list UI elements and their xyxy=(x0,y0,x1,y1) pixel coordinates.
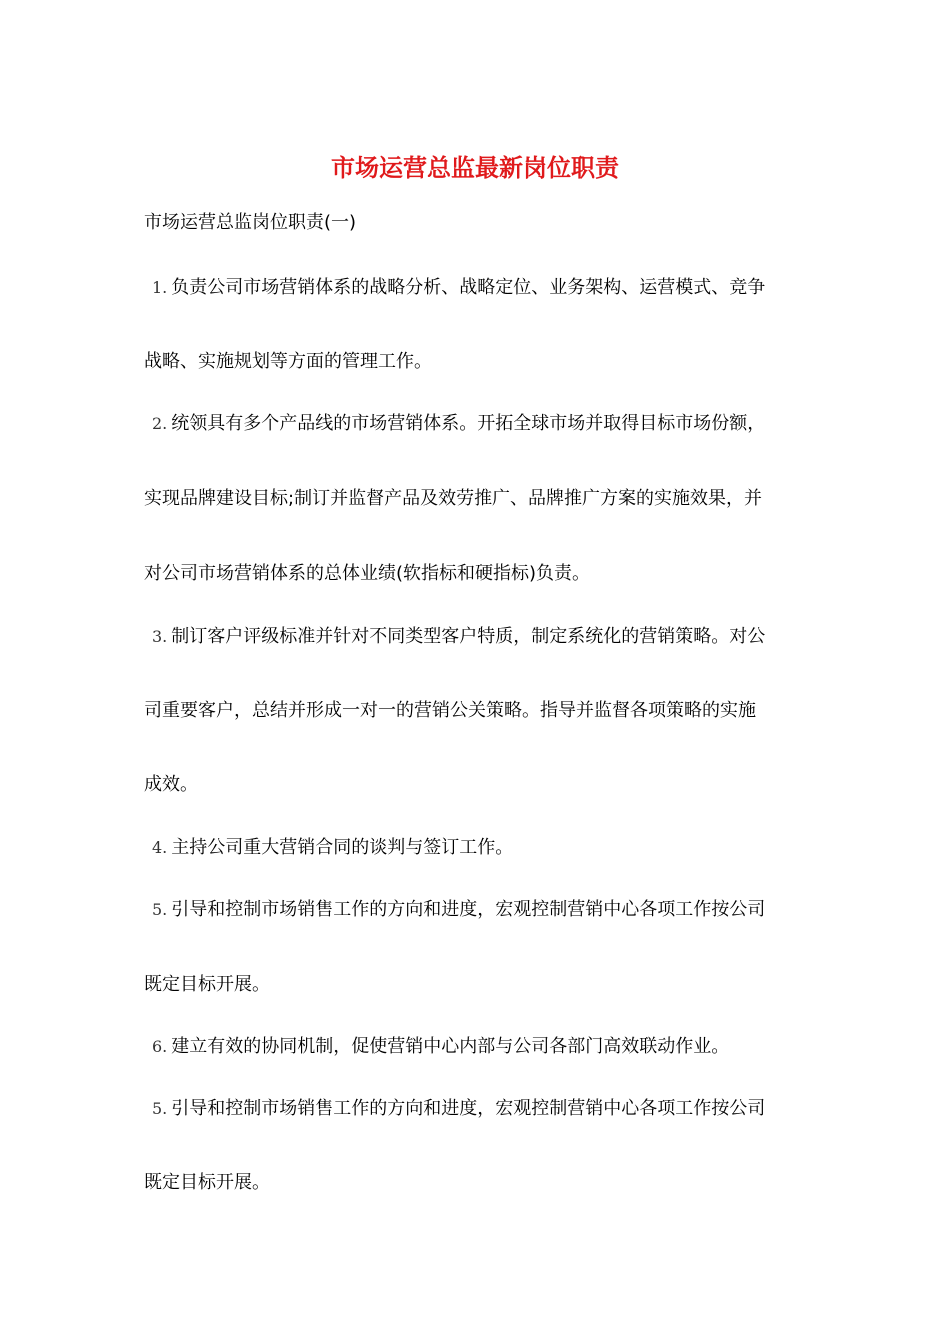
line-text: 既定目标开展。 xyxy=(144,974,270,995)
line-text: 建立有效的协同机制，促使营销中心内部与公司各部门高效联动作业。 xyxy=(171,1036,730,1057)
paragraph-line xyxy=(144,486,809,512)
paragraph-line xyxy=(144,835,817,861)
paragraph-line xyxy=(144,698,809,724)
paragraph-line xyxy=(144,349,809,375)
line-text: 引导和控制市场销售工作的方向和进度，宏观控制营销中心各项工作按公司 xyxy=(171,1098,766,1119)
paragraph-line xyxy=(144,411,817,437)
line-text: 制订客户评级标准并针对不同类型客户特质，制定系统化的营销策略。对公 xyxy=(171,626,766,647)
line-text: 负责公司市场营销体系的战略分析、战略定位、业务架构、运营模式、竞争 xyxy=(171,277,766,298)
item-number: 1. xyxy=(152,278,168,297)
line-text: 司重要客户，总结并形成一对一的营销公关策略。指导并监督各项策略的实施 xyxy=(144,700,756,721)
item-number: 2. xyxy=(152,414,168,433)
line-text: 战略、实施规划等方面的管理工作。 xyxy=(144,351,432,372)
line-text: 引导和控制市场销售工作的方向和进度，宏观控制营销中心各项工作按公司 xyxy=(171,899,766,920)
paragraph-line xyxy=(144,1096,817,1122)
line-text: 统领具有多个产品线的市场营销体系。开拓全球市场并取得目标市场份额， xyxy=(171,413,766,434)
line-text: 主持公司重大营销合同的谈判与签订工作。 xyxy=(171,837,514,858)
item-number: 6. xyxy=(152,1037,168,1056)
item-number: 4. xyxy=(152,838,168,857)
item-number: 5. xyxy=(152,1099,168,1118)
section-heading: 市场运营总监岗位职责(一) xyxy=(144,212,357,233)
line-text: 对公司市场营销体系的总体业绩(软指标和硬指标)负责。 xyxy=(144,563,591,584)
item-number: 3. xyxy=(152,627,168,646)
item-number: 5. xyxy=(152,900,168,919)
paragraph-line xyxy=(144,772,809,798)
paragraph-line xyxy=(144,897,817,923)
line-text: 既定目标开展。 xyxy=(144,1172,270,1193)
line-text: 成效。 xyxy=(144,774,198,795)
line-text: 实现品牌建设目标;制订并监督产品及效劳推广、品牌推广方案的实施效果，并 xyxy=(144,488,763,509)
paragraph-line xyxy=(144,561,809,587)
paragraph-line xyxy=(144,624,817,650)
paragraph-line xyxy=(144,275,817,301)
document-title: 市场运营总监最新岗位职责 xyxy=(331,153,619,182)
paragraph-line xyxy=(144,1034,817,1060)
paragraph-line xyxy=(144,1170,809,1196)
paragraph-line xyxy=(144,972,809,998)
